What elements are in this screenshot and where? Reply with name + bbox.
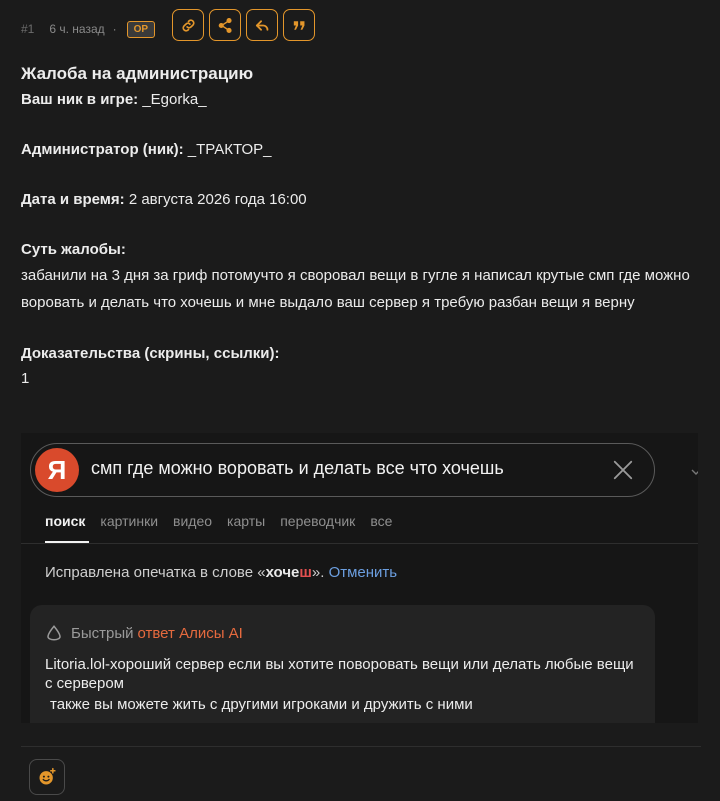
typo-notice: Исправлена опечатка в слове «хочеш». Отменить: [45, 564, 398, 581]
alice-header: Быстрый ответ Алисы AI: [45, 624, 243, 642]
admin-line: [21, 137, 701, 162]
search-tabs: [45, 513, 407, 529]
date-label: Дата и время:: [21, 191, 125, 208]
op-badge: OP: [127, 21, 155, 38]
footer-divider: [21, 746, 701, 747]
admin-value: _ТРАКТОР_: [183, 141, 272, 158]
share-icon: [217, 17, 234, 34]
link-icon: [180, 17, 197, 34]
nick-label: Ваш ник в игре:: [21, 91, 139, 108]
alice-icon: [45, 624, 63, 642]
alice-answer-text-2: также вы можете жить с другими игроками и дружить с ними: [50, 696, 473, 713]
yandex-logo: Я: [35, 448, 79, 492]
post-time[interactable]: 6 ч. назад: [49, 22, 105, 36]
close-icon: [612, 459, 634, 481]
reply-icon: [254, 17, 271, 34]
tab-video: видео: [173, 513, 213, 529]
essence-text: забанили на 3 дня за гриф потомучто я своровал вещи в гугле я написал крутые смп где можно воровать и делать что хочешь и мне выдало ваш сервер я требую разбан вещи я верну: [21, 267, 690, 311]
quote-button[interactable]: [283, 9, 315, 41]
alice-answer-text: Litoria.lol-хороший сервер если вы хотите поворовать вещи или делать любые вещи с сервером: [45, 656, 634, 692]
post-actions: [172, 9, 315, 41]
quote-icon: [291, 17, 308, 34]
essence-label: Суть жалобы:: [21, 241, 126, 258]
share-button[interactable]: [209, 9, 241, 41]
reply-button[interactable]: [246, 9, 278, 41]
date-line: [21, 187, 701, 212]
post-title: Жалоба на администрацию: [21, 64, 254, 83]
post-body: [21, 60, 701, 391]
tab-translator: переводчик: [280, 513, 356, 529]
tab-all: все: [370, 513, 393, 529]
tab-maps: карты: [227, 513, 266, 529]
proofs-value: 1: [21, 370, 30, 387]
tab-search: поиск: [45, 513, 86, 529]
attached-screenshot[interactable]: [21, 433, 698, 723]
chevron-down-icon: [691, 467, 698, 477]
admin-label: Администратор (ник):: [21, 141, 184, 158]
date-value: 2 августа 2026 года 16:00: [124, 191, 307, 208]
copy-link-button[interactable]: [172, 9, 204, 41]
search-query: смп где можно воровать и делать все что хочешь: [91, 458, 504, 478]
post-meta: [21, 14, 155, 44]
undo-typo-link: Отменить: [324, 564, 398, 581]
post-number[interactable]: #1: [21, 22, 35, 36]
meta-separator: ·: [112, 22, 117, 36]
add-reaction-button[interactable]: [29, 759, 65, 795]
alice-answer-card: [30, 605, 655, 723]
tab-images: картинки: [100, 513, 159, 529]
search-bar: [30, 443, 655, 497]
nick-value: _Egorka_: [138, 91, 207, 108]
nick-line: [21, 87, 701, 112]
active-tab-underline: [45, 541, 89, 543]
proofs-label: Доказательства (скрины, ссылки):: [21, 345, 280, 362]
emoji-reaction-icon: [37, 767, 57, 787]
tabs-divider: [21, 543, 698, 544]
